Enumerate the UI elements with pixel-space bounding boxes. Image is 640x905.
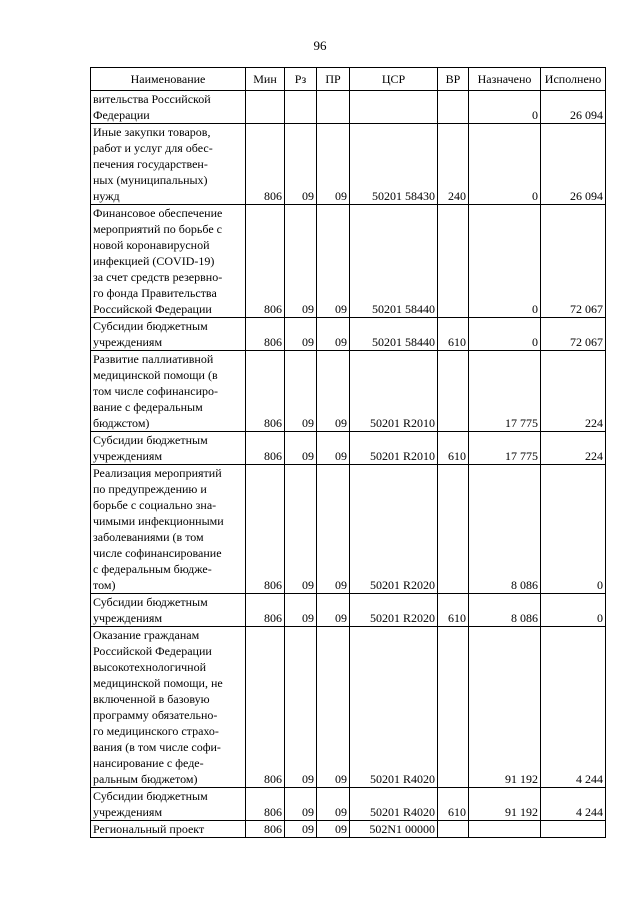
cell-vr: 610: [438, 594, 469, 627]
table-row: [91, 821, 606, 838]
table-row: [91, 124, 606, 205]
table-row: [91, 205, 606, 318]
cell-assigned: 0: [469, 91, 541, 124]
cell-csr: 50201 R2020: [350, 594, 438, 627]
cell-vr: 610: [438, 432, 469, 465]
cell-executed: 72 067: [541, 318, 606, 351]
cell-vr: 610: [438, 788, 469, 821]
cell-pr: 09: [317, 124, 350, 205]
cell-vr: 240: [438, 124, 469, 205]
cell-csr: 50201 58430: [350, 124, 438, 205]
cell-name: Оказание гражданам Российской Федерации высокотехнологичной медицинской помощи, не включенной в базовую программу обязательно- го медицинского страхо- вания (в том числе софи- нансирование с феде- ральным бюджетом): [91, 627, 246, 788]
table-row: [91, 594, 606, 627]
cell-min: [246, 91, 285, 124]
header-min: Мин: [246, 68, 285, 91]
cell-vr: [438, 91, 469, 124]
cell-executed: 26 094: [541, 91, 606, 124]
cell-pr: 09: [317, 432, 350, 465]
cell-pr: 09: [317, 351, 350, 432]
cell-csr: 50201 58440: [350, 318, 438, 351]
cell-csr: 50201 R2010: [350, 432, 438, 465]
cell-min: 806: [246, 351, 285, 432]
cell-pr: 09: [317, 627, 350, 788]
cell-min: 806: [246, 465, 285, 594]
cell-min: 806: [246, 318, 285, 351]
cell-assigned: 8 086: [469, 594, 541, 627]
cell-min: 806: [246, 821, 285, 838]
cell-executed: 0: [541, 465, 606, 594]
cell-assigned: 0: [469, 124, 541, 205]
cell-name: Иные закупки товаров, работ и услуг для обес- печения государствен- ных (муниципальных) нужд: [91, 124, 246, 205]
cell-assigned: 17 775: [469, 351, 541, 432]
cell-csr: 50201 58440: [350, 205, 438, 318]
header-vr: ВР: [438, 68, 469, 91]
cell-rz: 09: [285, 124, 317, 205]
cell-executed: 72 067: [541, 205, 606, 318]
cell-assigned: 91 192: [469, 627, 541, 788]
cell-assigned: 8 086: [469, 465, 541, 594]
cell-name: Субсидии бюджетным учреждениям: [91, 432, 246, 465]
cell-name: Региональный проект: [91, 821, 246, 838]
cell-assigned: [469, 821, 541, 838]
table-row: [91, 627, 606, 788]
table-row: [91, 318, 606, 351]
cell-name: Субсидии бюджетным учреждениям: [91, 318, 246, 351]
cell-vr: [438, 821, 469, 838]
cell-csr: 50201 R4020: [350, 627, 438, 788]
cell-rz: 09: [285, 788, 317, 821]
cell-rz: 09: [285, 627, 317, 788]
cell-rz: 09: [285, 594, 317, 627]
cell-assigned: 17 775: [469, 432, 541, 465]
table-row: [91, 432, 606, 465]
cell-name: Субсидии бюджетным учреждениям: [91, 788, 246, 821]
cell-min: 806: [246, 205, 285, 318]
table-row: [91, 788, 606, 821]
cell-csr: 502N1 00000: [350, 821, 438, 838]
cell-vr: 610: [438, 318, 469, 351]
budget-table: [90, 67, 606, 838]
cell-rz: 09: [285, 432, 317, 465]
cell-min: 806: [246, 627, 285, 788]
page-number: 96: [313, 38, 327, 53]
cell-min: 806: [246, 594, 285, 627]
cell-rz: 09: [285, 465, 317, 594]
cell-executed: 224: [541, 351, 606, 432]
table-row: [91, 91, 606, 124]
cell-executed: 4 244: [541, 788, 606, 821]
cell-vr: [438, 627, 469, 788]
header-assigned: Назначено: [469, 68, 541, 91]
cell-rz: 09: [285, 205, 317, 318]
cell-executed: 224: [541, 432, 606, 465]
cell-pr: 09: [317, 318, 350, 351]
cell-name: Субсидии бюджетным учреждениям: [91, 594, 246, 627]
cell-min: 806: [246, 124, 285, 205]
cell-rz: [285, 91, 317, 124]
cell-rz: 09: [285, 821, 317, 838]
cell-pr: 09: [317, 788, 350, 821]
cell-name: Развитие паллиативной медицинской помощи (в том числе софинансиро- вание с федеральным бюджстом): [91, 351, 246, 432]
cell-name: Финансовое обеспечение мероприятий по борьбе с новой коронавирусной инфекцией (COVID-19) за счет средств резервно- го фонда Правительства Российской Федерации: [91, 205, 246, 318]
table-row: [91, 351, 606, 432]
cell-assigned: 0: [469, 318, 541, 351]
cell-vr: [438, 205, 469, 318]
cell-vr: [438, 465, 469, 594]
cell-assigned: 91 192: [469, 788, 541, 821]
cell-min: 806: [246, 432, 285, 465]
table-header-row: [91, 68, 606, 91]
cell-executed: 4 244: [541, 627, 606, 788]
cell-csr: 50201 R4020: [350, 788, 438, 821]
cell-executed: 26 094: [541, 124, 606, 205]
cell-pr: 09: [317, 594, 350, 627]
header-executed: Исполнено: [541, 68, 606, 91]
header-pr: ПР: [317, 68, 350, 91]
cell-executed: 0: [541, 594, 606, 627]
cell-name: вительства Российской Федерации: [91, 91, 246, 124]
cell-pr: 09: [317, 205, 350, 318]
cell-pr: 09: [317, 821, 350, 838]
cell-rz: 09: [285, 351, 317, 432]
header-rz: Рз: [285, 68, 317, 91]
cell-name: Реализация мероприятий по предупреждению и борьбе с социально зна- чимыми инфекционными заболеваниями (в том числе софинансирование с федеральным бюдже- том): [91, 465, 246, 594]
cell-csr: 50201 R2020: [350, 465, 438, 594]
cell-assigned: 0: [469, 205, 541, 318]
cell-rz: 09: [285, 318, 317, 351]
cell-pr: 09: [317, 465, 350, 594]
cell-csr: [350, 91, 438, 124]
cell-executed: [541, 821, 606, 838]
cell-min: 806: [246, 788, 285, 821]
header-csr: ЦСР: [350, 68, 438, 91]
cell-pr: [317, 91, 350, 124]
table-row: [91, 465, 606, 594]
cell-csr: 50201 R2010: [350, 351, 438, 432]
header-name: Наименование: [91, 68, 246, 91]
cell-vr: [438, 351, 469, 432]
